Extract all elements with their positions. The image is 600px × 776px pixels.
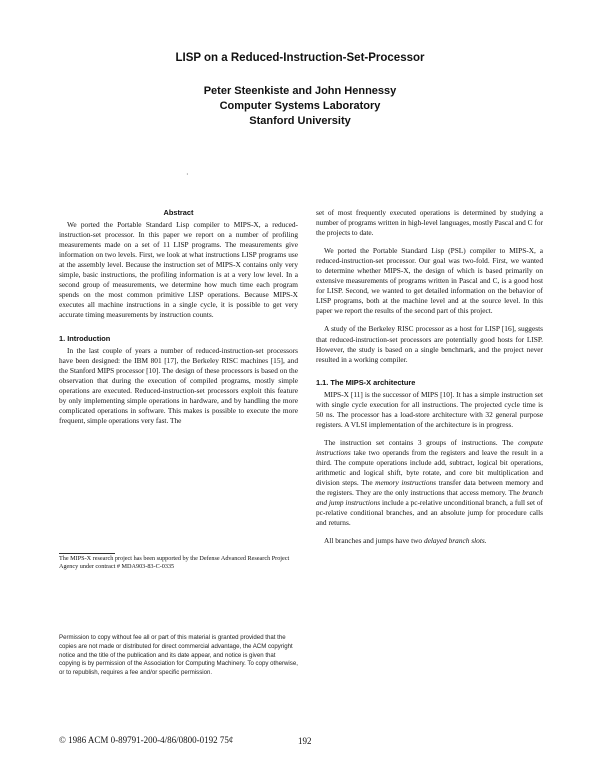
affiliation-lab: Computer Systems Laboratory [219,100,381,112]
abstract-heading: Abstract [163,208,194,217]
intro-paragraph-1: In the last couple of years a number of reduced-instruction-set processors have been designed: the IBM 801 [17], the Berkeley RISC machines [15], and the Stanford MIPS processor [10]. The design of these processors is based on the observation that during the execution of compiled programs, mostly simple operations are executed. Reduced-instruction-set processors exploit this feature by only implementing simple operations in hardware, and by handling the more complicated operations in software. This makes is possible to execute the more frequent, simple operations very fast. The [59,345,298,425]
text-run: take two operands from the registers and leave the result in a third. The compute operations include add, subtract, logical bit operations, arithmetic and logical shift, byte rotate, and core bit multiplication and division steps. The [316,447,543,488]
text-run: All branches and jumps have two [324,536,423,546]
section-1-1-paragraph-2 [316,438,543,528]
emphasis-compute-instructions: compute instructions [316,437,543,457]
right-column [316,208,543,546]
section-1-1-paragraph-3 [316,536,543,546]
text-run: transfer data between memory and the registers. They are the only instructions that access memory. The [316,478,543,498]
emphasis-branch-jump-instructions: branch and jump instructions [316,488,543,508]
intro-heading: 1. Introduction [59,333,111,343]
intro-paragraph-2: We ported the Portable Standard Lisp (PSL) compiler to MIPS-X, a reduced-instruction-set processor. Our goal was two-fold. First, we wanted to determine whether MIPS-X, the design of which is based primarily on extensive measurements of programs written in Pascal and C, is a good host for LISP. Second, we wanted to get detailed information on the behavior of LISP programs, both at the machine level and at the source level. In this paper we report the results of the second part of this project. [316,246,543,316]
page-number: 192 [298,736,312,746]
section-1-1-heading: 1.1. The MIPS-X architecture [316,377,416,387]
footnote-rule [59,553,115,554]
emphasis-memory-instructions: memory instructions [375,478,437,488]
footnote: The MIPS-X research project has been supported by the Defense Advanced Research Project Agency under contract # MDA903-83-C-0335 [59,555,290,570]
permission-notice: Permission to copy without fee all or part of this material is granted provided that the copies are not made or distributed for direct commercial advantage, the ACM copyright notice and the title of the publication and its date appear, and notice is given that copying is by permission of the Association for Computing Machinery. To copy otherwise, or to republish, requires a fee and/or specific permission. [59,634,298,677]
text-run: include a pc-relative unconditional branch, a full set of pc-relative conditional branches, and an absolute jump for procedure calls and returns. [316,498,544,528]
authors: Peter Steenkiste and John Hennessy [203,85,397,97]
left-column [59,208,298,426]
affiliation-university: Stanford University [249,115,351,127]
copyright-line: © 1986 ACM 0-89791-200-4/86/0800-0192 75¢ [59,735,234,745]
abstract-text: We ported the Portable Standard Lisp compiler to MIPS-X, a reduced-instruction-set processor. In this paper we report on a number of profiling measurements made on a set of 11 LISP programs. The measurements give information on two levels. First, we look at what instructions LISP programs use at the assembly level. Because the instruction set of MIPS-X contains only very simple, basic instructions, the profiling information is at a very low level. In a second group of measurements, we determine how much time each program spends on the most common primitive LISP operations. Because MIPS-X executes all machine instructions in a single cycle, it is possible to get very accurate timing measurements by instruction counts. [59,220,298,320]
intro-paragraph-3: A study of the Berkeley RISC processor as a host for LISP [16], suggests that reduced-instruction-set processors are potentially good hosts for LISP. However, the study is based on a single benchmark, and the project never resulted in a working compiler. [316,324,543,364]
author-block [0,84,600,129]
section-1-1-paragraph-1: MIPS-X [11] is the successor of MIPS [10]. It has a simple instruction set with single cycle execution for all instructions. The projected cycle time is 50 ns. The processor has a load-store architecture with 32 general purpose registers. A VLSI implementation of the architecture is in progress. [316,389,543,429]
emphasis-delayed-branch-slots: delayed branch slots. [423,536,487,546]
text-run: The instruction set contains 3 groups of instructions. The [324,437,514,447]
intro-paragraph-1-continued: set of most frequently executed operations is determined by studying a number of programs written in high-level languages, mostly Pascal and C for the projects to date. [316,208,543,238]
paper-title: LISP on a Reduced-Instruction-Set-Processor [175,52,425,64]
scan-mark: · [186,170,189,179]
